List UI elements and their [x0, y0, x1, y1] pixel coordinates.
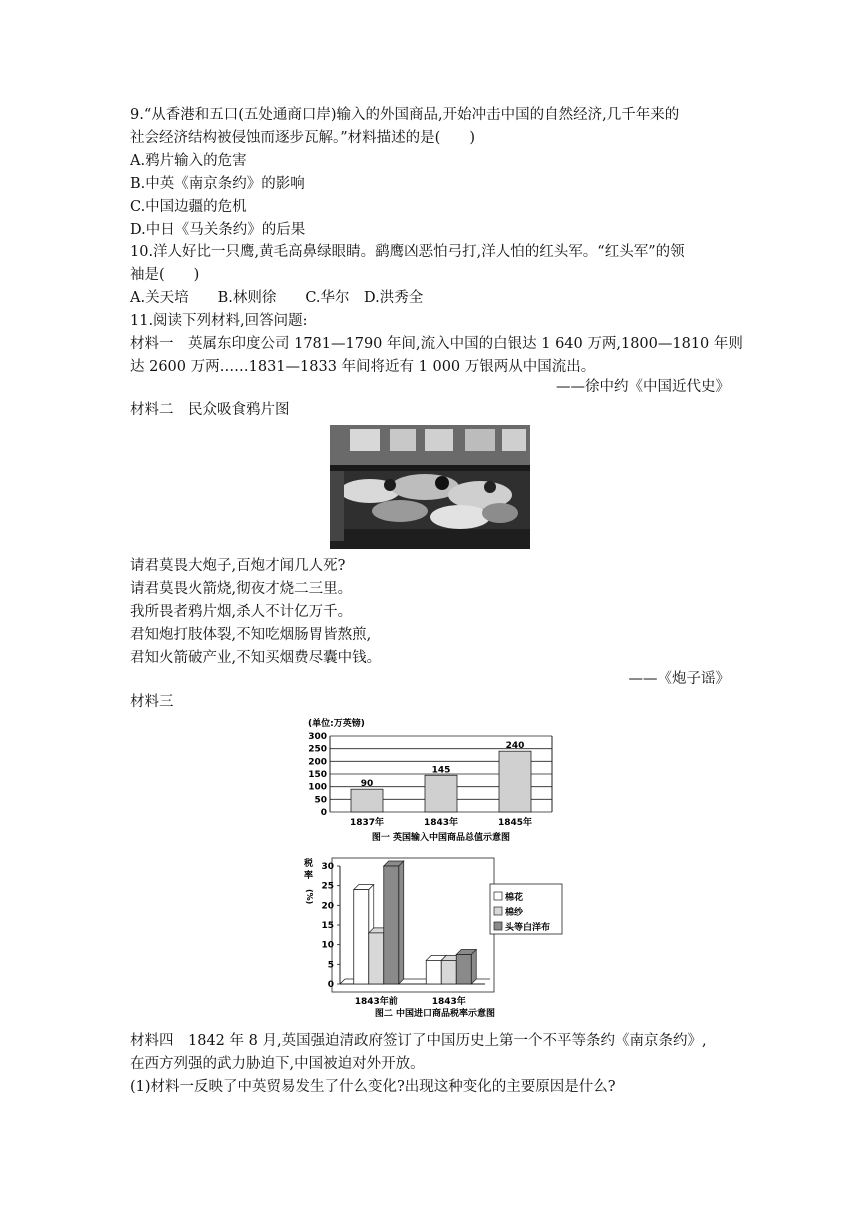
q9-option-d: D.中日《马关条约》的后果 — [130, 222, 306, 238]
chart2-legend-label: 棉纱 — [505, 908, 524, 918]
q11-intro: 11.阅读下列材料,回答问题: — [130, 313, 308, 329]
question-11-1: (1)材料一反映了中英贸易发生了什么变化?出现这种变化的主要原因是什么? — [130, 1079, 616, 1095]
chart1-ytick-label: 100 — [308, 782, 327, 793]
chart2-bar — [426, 960, 441, 984]
poem-line-1: 请君莫畏大炮子,百炮才闻几人死? — [130, 558, 346, 574]
chart2-ytick-label: 25 — [321, 881, 334, 892]
chart-british-exports — [300, 714, 570, 848]
chart2-bar — [441, 960, 456, 984]
chart1-bar — [351, 789, 383, 812]
chart2-ytick-label: 30 — [321, 862, 334, 872]
material1-source: ——徐中约《中国近代史》 — [556, 379, 730, 395]
chart2-legend-label: 头等白洋布 — [505, 923, 551, 933]
chart1-ytick-label: 50 — [314, 795, 327, 806]
q10-stem-line1: 10.洋人好比一只鹰,黄毛高鼻绿眼睛。鹞鹰凶恶怕弓打,洋人怕的红头军。“红头军”的领 — [130, 244, 685, 260]
chart2-legend-swatch — [494, 892, 502, 900]
material3-title: 材料三 — [130, 694, 174, 710]
chart2-ytick-label: 0 — [327, 980, 334, 990]
q10-options: A.关天培 B.林则徐 C.华尔 D.洪秀全 — [130, 290, 424, 306]
opium-smoking-photo — [330, 425, 530, 549]
chart2-depth-line — [340, 979, 345, 984]
chart-import-tax-rates — [290, 852, 580, 1026]
chart1-ytick-label: 200 — [308, 757, 327, 768]
chart2-bar — [369, 933, 384, 984]
chart1-ytick-label: 300 — [308, 732, 327, 742]
chart1-bar — [499, 751, 531, 812]
chart2-category-label: 1843年前 — [354, 997, 398, 1007]
q9-stem-line2: 社会经济结构被侵蚀而逐步瓦解。”材料描述的是( ) — [130, 130, 475, 146]
material1-line2: 达 2600 万两……1831—1833 年间将近有 1 000 万银两从中国流出。 — [130, 359, 596, 375]
chart2-ylabel-3: (%) — [305, 889, 314, 905]
material1-line1: 材料一 英属东印度公司 1781—1790 年间,流入中国的白银达 1 640 万两,1800—1810 年则 — [130, 336, 743, 352]
chart1-data-label: 240 — [505, 741, 525, 752]
material4-line1: 材料四 1842 年 8 月,英国强迫清政府签订了中国历史上第一个不平等条约《南京条约》, — [130, 1033, 707, 1049]
chart2-ytick-label: 15 — [321, 921, 334, 931]
chart1-category-label: 1845年 — [497, 818, 533, 828]
chart2-title: 图二 中国进口商品税率示意图 — [374, 1009, 496, 1019]
chart2-bar-side — [471, 950, 476, 985]
poem-line-3: 我所畏者鸦片烟,杀人不计亿万千。 — [130, 604, 353, 620]
poem-line-5: 君知火箭破产业,不知买烟费尽囊中钱。 — [130, 650, 382, 666]
material4-line2: 在西方列强的武力胁迫下,中国被迫对外开放。 — [130, 1056, 425, 1072]
chart2-svg — [290, 852, 580, 1022]
chart2-bar-side — [399, 861, 404, 984]
chart2-bar — [384, 866, 399, 984]
chart2-ytick-label: 10 — [321, 940, 334, 951]
chart2-bar — [354, 890, 369, 984]
chart2-ylabel-1: 税 — [304, 859, 314, 869]
q9-option-c: C.中国边疆的危机 — [130, 199, 247, 215]
chart1-category-label: 1837年 — [349, 818, 385, 828]
chart1-ytick-label: 0 — [320, 808, 327, 818]
chart2-bar — [456, 955, 471, 985]
poem-line-4: 君知炮打肢体裂,不知吃烟肠胃皆熬煎, — [130, 627, 372, 643]
chart2-category-label: 1843年 — [431, 997, 466, 1007]
chart1-data-label: 145 — [431, 765, 451, 776]
chart1-category-label: 1843年 — [423, 818, 459, 828]
material2-title: 材料二 民众吸食鸦片图 — [130, 402, 290, 418]
chart1-ytick-label: 250 — [308, 744, 327, 755]
chart2-legend-swatch — [494, 907, 502, 915]
chart2-ylabel-2: 率 — [304, 871, 314, 881]
chart1-data-label: 90 — [360, 779, 374, 790]
chart2-legend-swatch — [494, 922, 502, 930]
q9-option-b: B.中英《南京条约》的影响 — [130, 176, 305, 192]
chart1-title: 图一 英国输入中国商品总值示意图 — [371, 833, 511, 843]
chart1-bar — [425, 775, 457, 812]
chart2-ytick-label: 5 — [327, 960, 334, 971]
chart1-ytick-label: 150 — [308, 770, 327, 780]
chart2-legend-label: 棉花 — [505, 893, 524, 903]
chart1-svg — [300, 714, 570, 844]
q9-stem-line1: 9.“从香港和五口(五处通商口岸)输入的外国商品,开始冲击中国的自然经济,几千年来的 — [130, 107, 680, 123]
chart1-unit: (单位:万英镑) — [308, 719, 365, 729]
chart2-ytick-label: 20 — [321, 901, 334, 912]
poem-source: ——《炮子谣》 — [628, 671, 730, 687]
q10-stem-line2: 袖是( ) — [130, 267, 200, 283]
q9-option-a: A.鸦片输入的危害 — [130, 153, 247, 169]
poem-line-2: 请君莫畏火箭烧,彻夜才烧二三里。 — [130, 581, 353, 597]
